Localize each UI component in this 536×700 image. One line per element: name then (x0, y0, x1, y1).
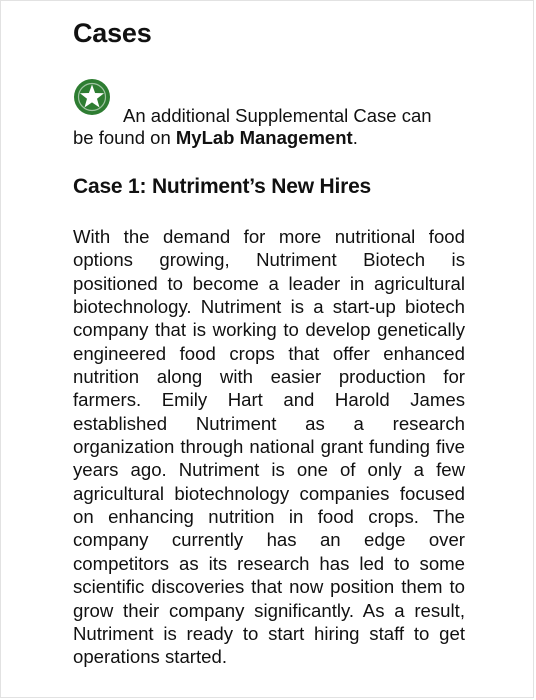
case-heading: Case 1: Nutriment’s New Hires (73, 175, 372, 198)
mylab-management-link: MyLab Management (175, 127, 353, 148)
supplemental-text-suffix: . (352, 127, 358, 148)
section-title: Cases (73, 18, 152, 48)
supplemental-text-line2 (73, 127, 358, 149)
star-icon (73, 78, 111, 116)
supplemental-text-prefix: be found on (73, 127, 176, 148)
case-body-paragraph: With the demand for more nutritional food options growing, Nutriment Biotech is positioned to become a leader in agricultural biotechnology. Nutriment is a start-up biotech company that is working to develop genetically engineered food crops that offer enhanced nutrition along with easier production for farmers. Emily Hart and Harold James established Nutriment as a research organization through national grant funding five years ago. Nutriment is one of only a few agricultural biotechnology companies focused on enhancing nutrition in food crops. The company currently has an edge over competitors as its research has led to some scientific discoveries that now position them to grow their company significantly. As a result, Nutriment is ready to start hiring staff to get operations started. (73, 226, 465, 668)
supplemental-text-line1: An additional Supplemental Case can (123, 105, 432, 126)
